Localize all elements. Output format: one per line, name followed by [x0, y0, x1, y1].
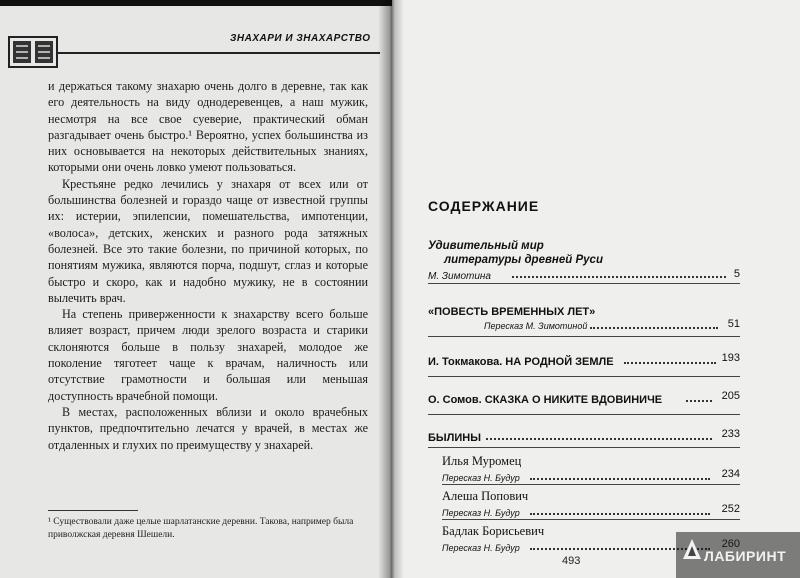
- toc-entry-title: «ПОВЕСТЬ ВРЕМЕННЫХ ЛЕТ»: [428, 306, 596, 318]
- toc-entry-name: Бадлак Борисьевич: [442, 524, 545, 538]
- page-ref: 205: [721, 390, 740, 402]
- paragraph: В местах, расположенных вблизи и около врачебных пунктов, предпочтительно лечатся у врачей, в местах же отдаленных и глухих по преимуществу у знахарей.: [48, 404, 368, 452]
- page-ref: 234: [721, 468, 740, 480]
- toc-entry-title: О. Сомов. СКАЗКА О НИКИТЕ ВДОВИНИЧЕ: [428, 394, 663, 406]
- dot-leader: [530, 513, 710, 515]
- toc-entry-title: И. Токмакова. НА РОДНОЙ ЗЕМЛЕ: [428, 356, 614, 368]
- watermark-text: ЛАБИРИНТ: [704, 548, 787, 564]
- toc-entry-author: Пересказ Н. Будур: [442, 473, 520, 483]
- dot-leader: [624, 362, 716, 364]
- paragraph: и держаться такому знахарю очень долго в деревне, так как его деятельность на виду однодеревенцев, а наш мужик, несмотря на все свое суеверие, практический обман разгадывает очень быстро.¹ Вероятно, успех большинства из них основывается на некоторых действительных знаниях, которыми они очень ловко умеют пользоваться.: [48, 79, 368, 175]
- dot-leader: [686, 400, 712, 402]
- dot-leader: [486, 438, 712, 440]
- toc-entry-title: БЫЛИНЫ: [428, 432, 482, 444]
- page-ref: 193: [721, 352, 740, 364]
- dot-leader: [590, 327, 718, 329]
- entry-rule: [428, 447, 740, 448]
- entry-rule: [428, 283, 740, 284]
- running-head: ЗНАХАРИ И ЗНАХАРСТВО: [230, 33, 371, 44]
- toc-entry-name: Алеша Попович: [442, 489, 529, 503]
- page-ref: 233: [721, 428, 740, 440]
- toc-title: СОДЕРЖАНИЕ: [428, 198, 540, 214]
- entry-rule: [442, 519, 740, 520]
- toc-entry-title: Удивительный мир: [428, 240, 544, 252]
- toc-entry-name: Илья Муромец: [442, 454, 522, 468]
- dot-leader: [530, 478, 710, 480]
- toc-entry-author: Пересказ Н. Будур: [442, 508, 520, 518]
- page-number: 493: [562, 555, 581, 567]
- entry-rule: [428, 336, 740, 337]
- page-ref: 5: [733, 268, 740, 280]
- labyrinth-logo-icon: [682, 538, 702, 560]
- toc-entry-title: литературы древней Руси: [444, 254, 603, 266]
- footnote: ¹ Существовали даже целые шарлатанские деревни. Такова, например была приволжская деревня Шешели.: [48, 517, 354, 540]
- page-ref: 51: [727, 318, 740, 330]
- paragraph: На степень приверженности к знахарству всего больше влияет возраст, причем люди зрелого возраста и старики склоняются больше в пользу знахарей, молодое же поколение тяготеет чаще к врачам, наличность или отсутствие грамотности и большая или меньшая доступность врачебной помощи.: [48, 307, 368, 403]
- toc-entry-author: М. Зимотина: [428, 271, 491, 282]
- toc-entry-author: Пересказ Н. Будур: [442, 543, 520, 553]
- entry-rule: [428, 376, 740, 377]
- entry-rule: [442, 484, 740, 485]
- dot-leader: [512, 276, 726, 278]
- entry-rule: [428, 414, 740, 415]
- toc-entry-author: Пересказ М. Зимотиной: [484, 321, 588, 331]
- paragraph: Крестьяне редко лечились у знахаря от всех или от большинства болезней и гораздо чаще от известной группы их: истерии, эпилепсии, помешательства, импотенции, «волоса», детских, женских и разного рода затяжных болезней. Все это такие болезни, по причиной которых, по понятиям мужика, являются порча, подшут, сглаз и которые быстро и скоро, как и надобно мужику, не в состоянии вылечить врач.: [48, 176, 368, 305]
- page-ref: 252: [721, 503, 740, 515]
